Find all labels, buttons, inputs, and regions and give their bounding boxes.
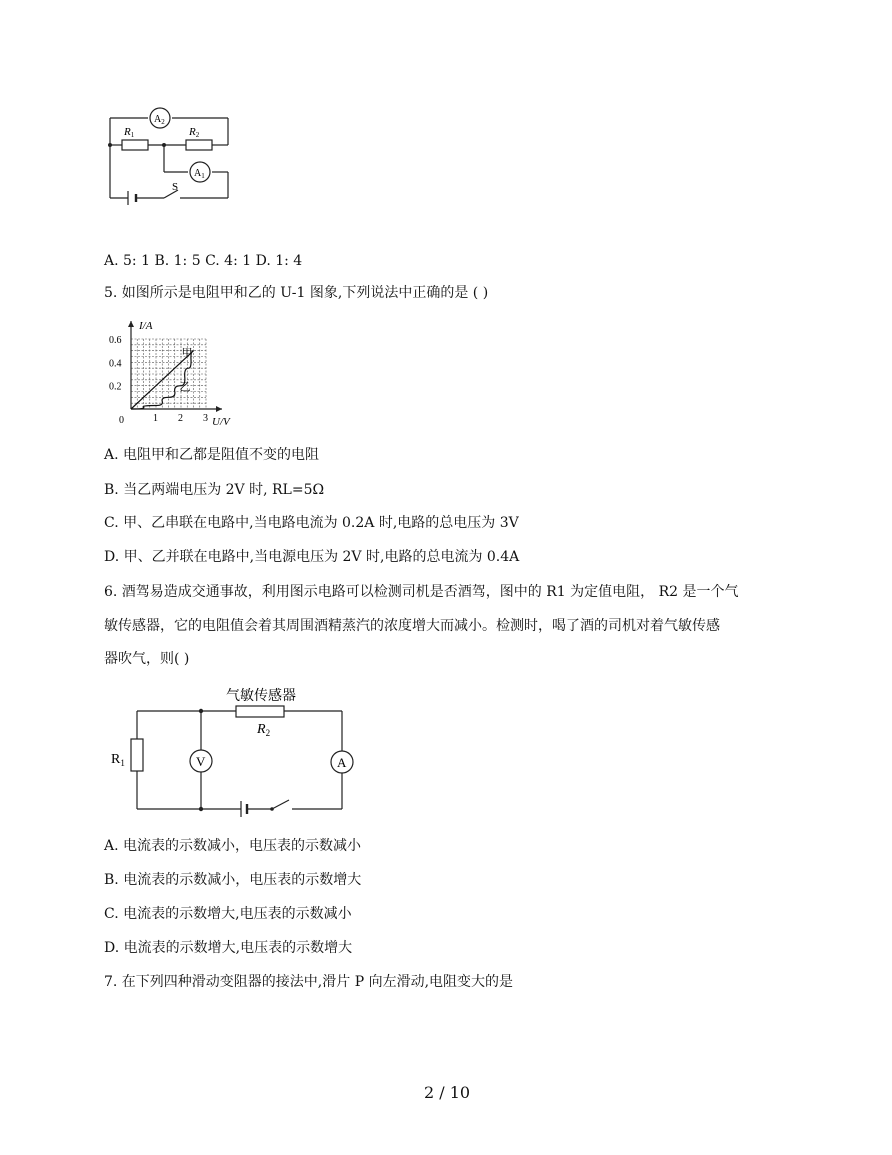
x-tick-label: 3	[203, 413, 208, 424]
page-number: 2 / 10	[424, 1083, 471, 1102]
x-axis-label: U/V	[212, 416, 230, 428]
q5-option-c: C. 甲、乙串联在电路中,当电路电流为 0.2A 时,电路的总电压为 3V	[104, 515, 519, 531]
q5-stem: 5. 如图所示是电阻甲和乙的 U-1 图象,下列说法中正确的是 ( )	[104, 285, 489, 301]
x-tick-label: 2	[178, 413, 183, 424]
q4-options: A. 5: 1 B. 1: 5 C. 4: 1 D. 1: 4	[104, 253, 303, 269]
series-label-0: 甲	[181, 347, 193, 360]
y-axis-arrow	[128, 321, 134, 327]
y-tick-label: 0.2	[109, 381, 122, 393]
ammeter-a2-label: $A_2$	[154, 114, 165, 126]
q6-stem-line3: 器吹气，则( )	[104, 651, 190, 667]
y-tick-label: 0.6	[109, 335, 122, 346]
r2-label: $R_2$	[257, 722, 271, 738]
y-axis-label: I/A	[139, 320, 153, 332]
circuit-diagram-q6	[104, 683, 364, 818]
q6-option-a: A. 电流表的示数减小，电压表的示数减小	[104, 838, 362, 854]
q5-option-d: D. 甲、乙并联在电路中,当电源电压为 2V 时,电路的总电流为 0.4A	[104, 549, 520, 565]
r1-label: $R_1$	[111, 752, 125, 768]
iu-graph	[104, 312, 234, 432]
x-axis-arrow	[216, 406, 222, 412]
y-tick-label: 0.4	[109, 358, 122, 370]
ammeter-label: A	[337, 755, 347, 770]
r2-label: R2	[189, 126, 200, 139]
q6-option-b: B. 电流表的示数减小，电压表的示数增大	[104, 872, 362, 888]
r1-label: R1	[124, 126, 135, 139]
circuit-diagram-q4	[100, 100, 240, 210]
q6-stem-line1: 6. 酒驾易造成交通事故，利用图示电路可以检测司机是否酒驾，图中的 R1 为定值电阻， R2 是一个气	[104, 584, 739, 600]
sensor-label: 气敏传感器	[226, 689, 296, 704]
q6-option-c: C. 电流表的示数增大,电压表的示数减小	[104, 906, 352, 922]
x-tick-label: 1	[153, 413, 158, 424]
voltmeter-label: V	[196, 754, 206, 769]
ammeter-a1-label: $A_1$	[194, 168, 205, 180]
q6-stem-line2: 敏传感器，它的电阻值会着其周围酒精蒸汽的浓度增大而减小。检测时，喝了酒的司机对着气敏传感	[104, 618, 720, 634]
origin-label: 0	[119, 415, 124, 426]
q5-option-a: A. 电阻甲和乙都是阻值不变的电阻	[104, 447, 320, 463]
q7-stem: 7. 在下列四种滑动变阻器的接法中,滑片 P 向左滑动,电阻变大的是	[104, 974, 514, 990]
switch-label: S	[172, 181, 179, 193]
q6-option-d: D. 电流表的示数增大,电压表的示数增大	[104, 940, 353, 956]
series-label-1: 乙	[179, 381, 191, 394]
q5-option-b: B. 当乙两端电压为 2V 时, RL=5Ω	[104, 482, 325, 498]
